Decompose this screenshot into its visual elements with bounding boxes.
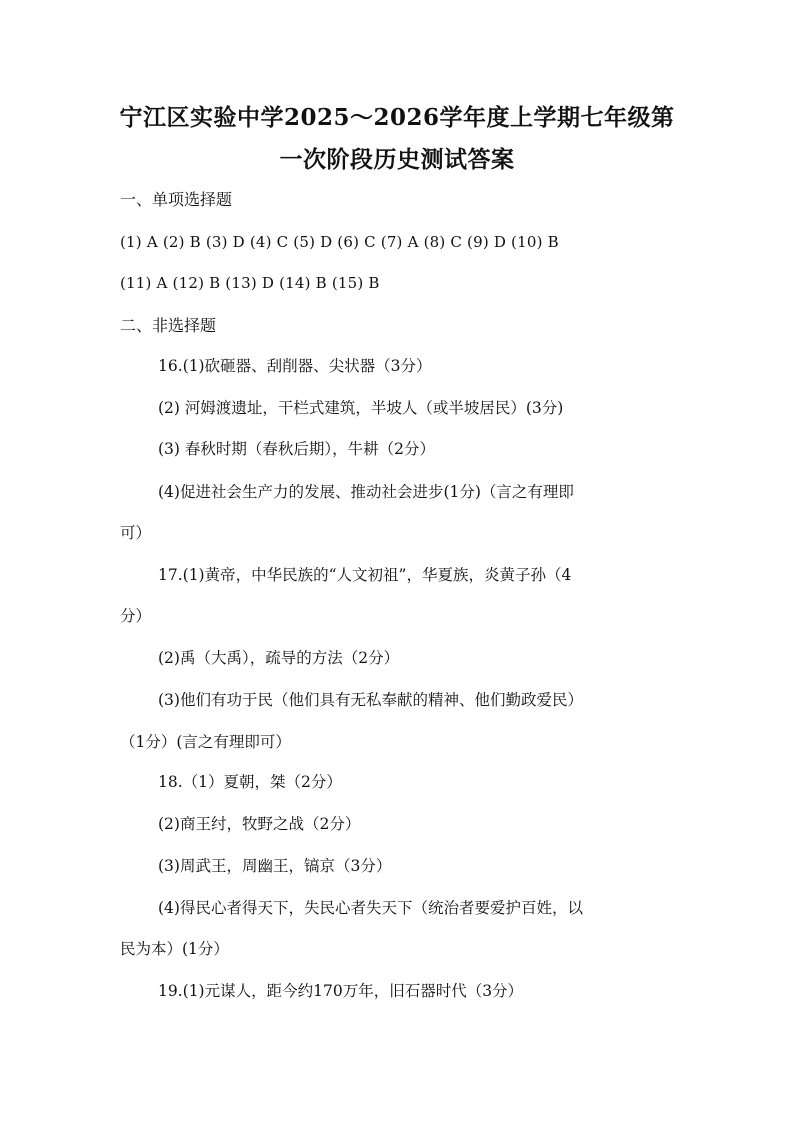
q17-answer-1: 17.(1)黄帝，中华民族的“人文初祖”，华夏族，炎黄子孙（4: [158, 566, 572, 584]
q18-answer-3: (3)周武王，周幽王，镐京（3分）: [158, 857, 392, 875]
document-title-line-1: 宁江区实验中学2025～2026学年度上学期七年级第: [119, 104, 675, 131]
q18-answer-4-continued: 民为本）(1分）: [120, 940, 229, 958]
section-heading-non-choice: 二、非选择题: [120, 316, 217, 335]
q18-answer-4: (4)得民心者得天下，失民心者失天下（统治者要爱护百姓，以: [158, 899, 583, 917]
q17-answer-3-continued: （1分）(言之有理即可）: [120, 733, 291, 751]
q16-answer-3: (3) 春秋时期（春秋后期），牛耕（2分）: [158, 440, 435, 458]
q18-answer-2: (2)商王纣，牧野之战（2分）: [158, 815, 361, 833]
q16-answer-4-continued: 可）: [120, 524, 152, 542]
q16-answer-4: (4)促进社会生产力的发展、推动社会进步(1分)（言之有理即: [158, 483, 574, 501]
document-title-line-2: 一次阶段历史测试答案: [279, 146, 515, 173]
q16-answer-1: 16.(1)砍砸器、刮削器、尖状器（3分）: [158, 357, 432, 375]
choice-answers-row-2: (11) A (12) B (13) D (14) B (15) B: [120, 274, 380, 292]
section-heading-multiple-choice: 一、单项选择题: [120, 190, 233, 209]
choice-answers-row-1: (1) A (2) B (3) D (4) C (5) D (6) C (7) A (8) C (9) D (10) B: [120, 233, 559, 251]
q17-answer-1-continued: 分）: [120, 607, 152, 625]
q19-answer-1: 19.(1)元谋人，距今约170万年，旧石器时代（3分）: [158, 982, 524, 1000]
q17-answer-3: (3)他们有功于民（他们具有无私奉献的精神、他们勤政爱民）: [158, 691, 583, 709]
q16-answer-2: (2) 河姆渡遗址，干栏式建筑，半坡人（或半坡居民）(3分): [158, 399, 564, 417]
q17-answer-2: (2)禹（大禹），疏导的方法（2分）: [158, 649, 400, 667]
q18-answer-1: 18.（1）夏朝，桀（2分）: [158, 773, 342, 791]
